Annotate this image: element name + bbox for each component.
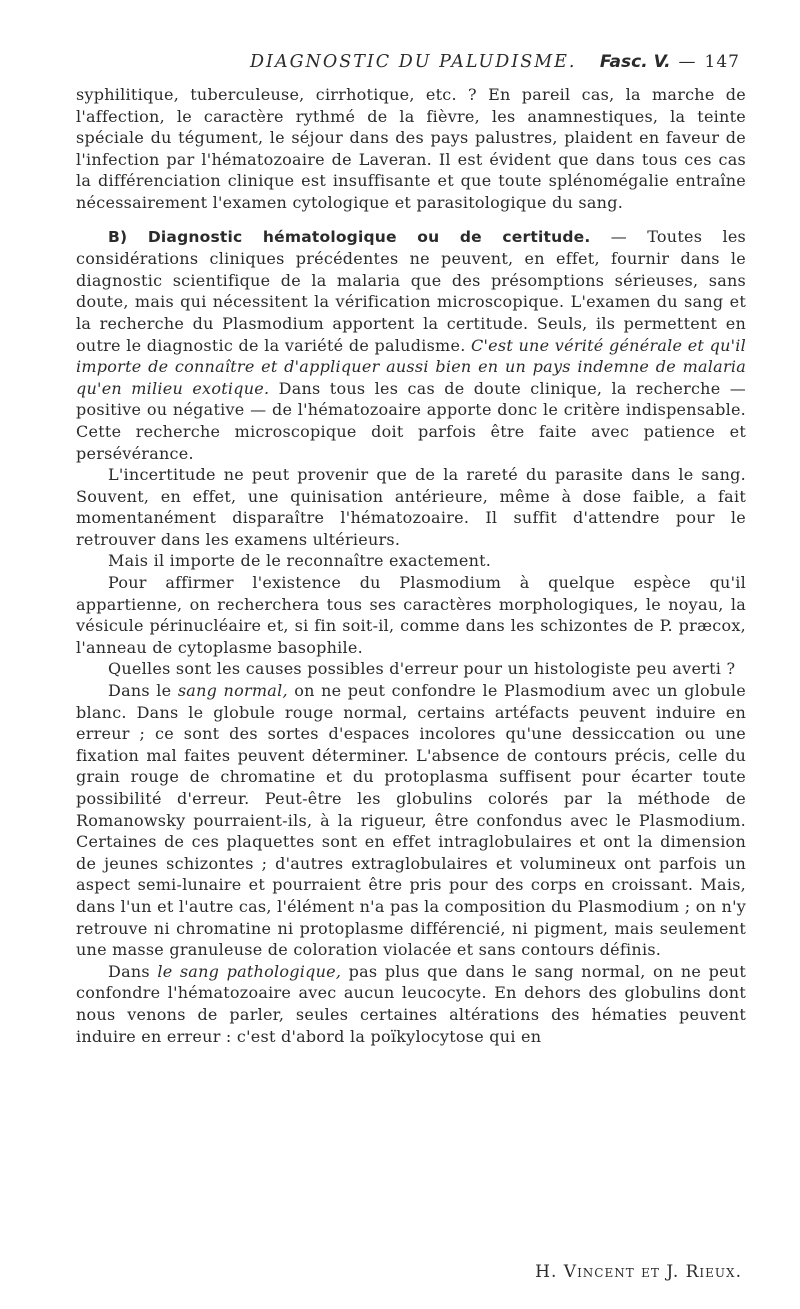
paragraph-section-b: [76, 226, 746, 465]
paragraph: [76, 680, 746, 961]
emphasis-text: sang normal,: [177, 681, 288, 701]
paragraph: Pour affirmer l'existence du Plasmodium à quelque espèce qu'il appartienne, on recherchera tous ses caractères morphologiques, le noyau, la vésicule périnucléaire et, si fin soit-il, comme dans les schizontes de P. præcox, l'anneau de cytoplasme basophile.: [76, 573, 746, 657]
page-number: 147: [704, 52, 740, 72]
emphasis-text: le sang pathologique,: [157, 961, 342, 981]
section-heading: B) Diagnostic hématologique ou de certitude.: [108, 227, 591, 246]
running-head: [250, 52, 740, 72]
paragraph: Quelles sont les causes possibles d'erreur pour un histologiste peu averti ?: [108, 659, 736, 679]
paragraph-text: on ne peut confondre le Plasmodium avec un globule blanc. Dans le globule rouge normal, certains artéfacts peuvent induire en erreur ; ce sont des sortes d'espaces incolores qu'une dessiccation ou une fixation mal faites peuvent déterminer. L'absence de contours précis, celle du grain rouge de chromatine et du protoplasma suffisent pour écarter toute possibilité d'erreur. Peut-être les globulins colorés par la méthode de Romanowsky pourraient-ils, à la rigueur, être confondus avec le Plasmodium. Certaines de ces plaquettes sont en effet intraglobulaires et ont la dimension de jeunes schizontes ; d'autres extraglobulaires et volumineux ont parfois un aspect semi-lunaire et pourraient être pris pour des corps en croissant. Mais, dans l'un et l'autre cas, l'élément n'a pas la composition du Plasmodium ; on n'y retrouve ni chromatine ni protoplasme différencié, ni pigment, mais seulement une masse granuleuse de coloration violacée et sans contours définis.: [76, 681, 747, 960]
author-signature: H. Vincent et J. Rieux.: [535, 1262, 742, 1282]
fascicle-label: Fasc. V.: [599, 52, 671, 72]
body-text: [76, 84, 746, 1047]
paragraph: [76, 961, 746, 1047]
paragraph-text: Dans tous les cas de doute clinique, la recherche — positive ou négative — de l'hématozoaire apporte donc le critère indispensable. Cette recherche microscopique doit parfois être faite avec patience et persévérance.: [76, 378, 746, 463]
paragraph-text: — Toutes les considérations cliniques précédentes ne peuvent, en effet, fournir dans le diagnostic scientifique de la malaria que des présomptions sérieuses, sans doute, mais qui nécessitent la vérification microscopique. L'examen du sang et la recherche du Plasmodium apportent la certitude. Seuls, ils permettent en outre le diagnostic de la variété de paludisme.: [76, 226, 746, 355]
running-head-title: DIAGNOSTIC DU PALUDISME.: [250, 52, 577, 72]
emphasis-text: C'est une vérité générale et qu'il importe de connaître et d'appliquer aussi bien en un pays indemne de malaria qu'en milieu exotique.: [76, 335, 747, 398]
paragraph-text: Dans: [108, 961, 158, 981]
paragraph: Mais il importe de le reconnaître exactement.: [108, 551, 492, 571]
dash: —: [678, 52, 697, 72]
paragraph-text: Dans le: [108, 681, 178, 701]
paragraph: syphilitique, tuberculeuse, cirrhotique, etc. ? En pareil cas, la marche de l'affection, le caractère rythmé de la fièvre, les anamnestiques, la teinte spéciale du tégument, le séjour dans des pays palustres, plaident en faveur de l'infection par l'hématozoaire de Laveran. Il est évident que dans tous ces cas la différenciation clinique est insuffisante et que toute splénomégalie entraîne nécessairement l'examen cytologique et parasitologique du sang.: [76, 85, 746, 212]
paragraph-text: pas plus que dans le sang normal, on ne peut confondre l'hématozoaire avec aucun leucocyte. En dehors des globulins dont nous venons de parler, seules certaines altérations des hématies peuvent induire en erreur : c'est d'abord la poïkylocytose qui en: [76, 961, 747, 1046]
paragraph: L'incertitude ne peut provenir que de la rareté du parasite dans le sang. Souvent, en effet, une quinisation antérieure, même à dose faible, a fait momentanément disparaître l'hématozoaire. Il suffit d'attendre pour le retrouver dans les examens ultérieurs.: [76, 465, 746, 549]
